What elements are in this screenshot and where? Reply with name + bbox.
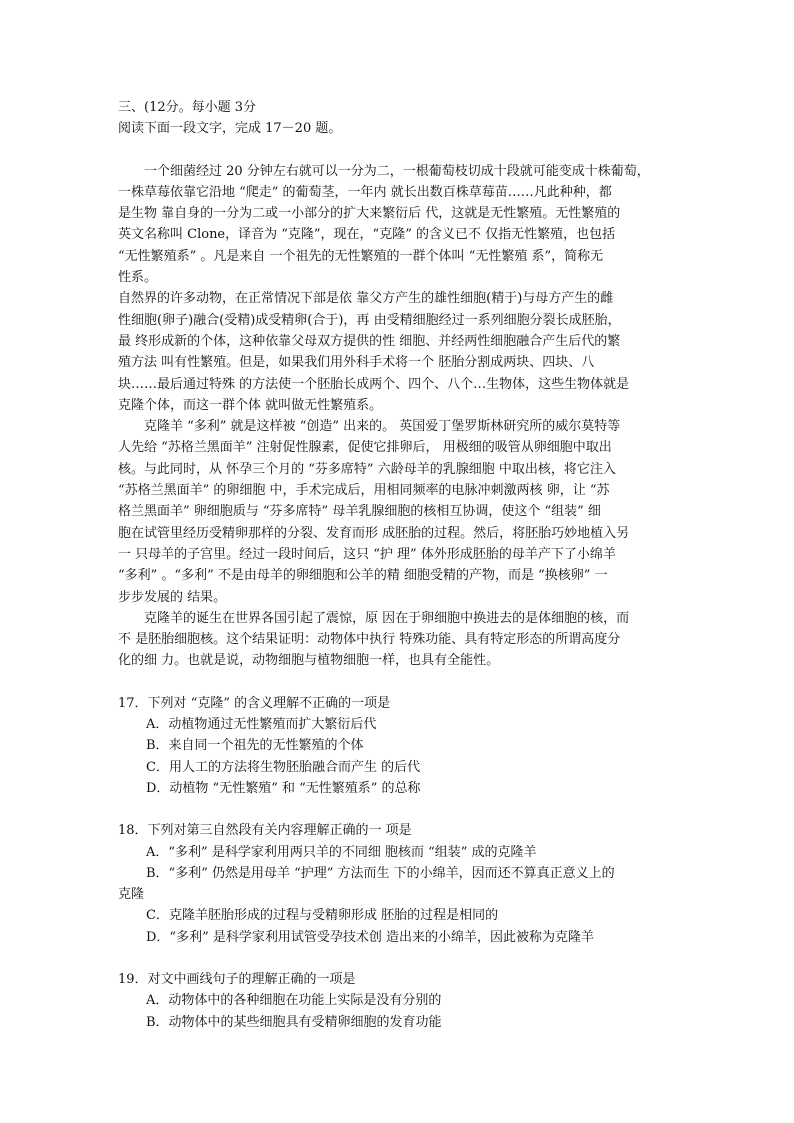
passage-line: 殖方法 叫有性繁殖。但是，如果我们用外科手术将一个 胚胎分割成两块、四块、八 — [118, 355, 595, 371]
passage-line: 胞在试管里经历受精卵那样的分裂、发育而形 成胚胎的过程。然后，将胚胎巧妙地植入另 — [118, 525, 630, 541]
option-c: C．克隆羊胚胎形成的过程与受精卵形成 胚胎的过程是相同的 — [146, 908, 499, 924]
section-instruction: 阅读下面一段文字，完成 17－20 题。 — [118, 121, 342, 137]
passage-line: 一个细菌经过 20 分钟左右就可以一分为二，一根葡萄枝切成十段就可能变成十株葡萄， — [144, 163, 650, 179]
passage-line: 一株草莓依靠它沿地 “爬走” 的葡萄茎，一年内 就长出数百株草莓苗……凡此种种，都 — [118, 184, 612, 200]
option-a: A．“多利” 是科学家利用两只羊的不同细 胞核而 “组装” 成的克隆羊 — [146, 844, 537, 860]
option-b: B．动物体中的某些细胞具有受精卵细胞的发育功能 — [146, 1014, 442, 1030]
option-b: B．来自同一个祖先的无性繁殖的个体 — [146, 738, 364, 754]
passage-line: “苏格兰黑面羊” 的卵细胞 中，手术完成后，用相同频率的电脉冲刺激两核 卵，让 “苏 — [118, 483, 610, 499]
question-stem: 19．对文中画线句子的理解正确的一项是 — [118, 971, 356, 987]
question-17 — [118, 693, 678, 799]
option-d: D．动植物 “无性繁殖” 和 “无性繁殖系” 的总称 — [146, 780, 421, 796]
passage-line: 克隆羊的诞生在世界各国引起了震惊，原 因在于卵细胞中换进去的是体细胞的核，而 — [144, 610, 630, 626]
passage-paragraph-2 — [118, 288, 678, 416]
option-d: D．“多利” 是科学家利用试管受孕技术创 造出来的小绵羊，因此被称为克隆羊 — [146, 929, 594, 945]
passage-line: 克隆羊 “多利” 就是这样被 “创造” 出来的。 英国爱丁堡罗斯林研究所的威尔莫特等 — [144, 419, 621, 435]
section-heading: 三、(12分。每小题 3分 — [118, 100, 257, 115]
passage-line: 步步发展的 结果。 — [118, 589, 227, 605]
passage-line: 化的细 力。也就是说，动物细胞与植物细胞一样，也具有全能性。 — [118, 653, 500, 669]
question-18 — [118, 820, 678, 948]
option-b-continuation: 克隆 — [118, 887, 145, 903]
passage-paragraph-3 — [118, 416, 678, 608]
passage-line: 性系。 — [118, 270, 158, 286]
passage-line: 一 只母羊的子宫里。经过一段时间后，这只 “护 理” 体外形成胚胎的母羊产下了小绵羊 — [118, 546, 616, 562]
option-b: B．“多利” 仍然是用母羊 “护理” 方法而生 下的小绵羊，因而还不算真正意义上的 — [146, 865, 615, 881]
question-19 — [118, 969, 678, 1033]
passage-line: 人先给 “苏格兰黑面羊” 注射促性腺素，促使它排卵后， 用极细的吸管从卵细胞中取出 — [118, 440, 612, 456]
passage-line: “无性繁殖系” 。凡是来自 一个祖先的无性繁殖的一群个体叫 “无性繁殖 系”，简称无 — [118, 248, 604, 264]
passage-line: 最 终形成新的个体，这种依靠父母双方提供的性 细胞、并经两性细胞融合产生后代的繁 — [118, 333, 621, 349]
passage-line: 是生物 靠自身的一分为二或一小部分的扩大来繁衍后 代，这就是无性繁殖。无性繁殖的 — [118, 206, 621, 222]
passage-line: 不 是胚胎细胞核。这个结果证明：动物体中执行 特殊功能、具有特定形态的所谓高度分 — [118, 632, 621, 648]
passage-line: 英文名称叫 Clone，译音为 “克隆”，现在，“克隆” 的含义已不 仅指无性繁殖，也包括 — [118, 227, 616, 243]
option-a: A．动物体中的各种细胞在功能上实际是没有分别的 — [146, 993, 442, 1009]
question-stem: 18．下列对第三自然段有关内容理解正确的一 项是 — [118, 823, 412, 839]
passage-line: 核。与此同时，从 怀孕三个月的 “芬多席特” 六龄母羊的乳腺细胞 中取出核，将它注入 — [118, 461, 616, 477]
option-c: C．用人工的方法将生物胚胎融合而产生 的后代 — [146, 759, 421, 775]
passage-line: 性细胞(卵子)融合(受精)成受精卵(合于)，再 由受精细胞经过一系列细胞分裂长成胚胎， — [118, 312, 621, 328]
passage-paragraph-4 — [118, 608, 678, 672]
question-stem: 17．下列对 “克隆” 的含义理解不正确的一项是 — [118, 695, 391, 711]
passage-paragraph-1 — [118, 161, 678, 289]
option-a: A．动植物通过无性繁殖而扩大繁衍后代 — [146, 717, 377, 733]
passage-line: 自然界的许多动物，在正常情况下部是依 靠父方产生的雄性细胞(精于)与母方产生的雌 — [118, 291, 614, 307]
passage-line: 格兰黑面羊” 卵细胞质与 “芬多席特” 母羊乳腺细胞的核相互协调，使这个 “组装” 细 — [118, 504, 601, 520]
passage-line: 块……最后通过特殊 的方法使一个胚胎长成两个、四个、八个…生物体，这些生物体就是 — [118, 376, 630, 392]
passage-line: 克隆个体，而这一群个体 就叫做无性繁殖系。 — [118, 397, 383, 413]
passage-line: “多利” 。“多利” 不是由母羊的卵细胞和公羊的精 细胞受精的产物，而是 “换核卵” 一 — [118, 568, 608, 584]
exam-page — [118, 97, 678, 1033]
